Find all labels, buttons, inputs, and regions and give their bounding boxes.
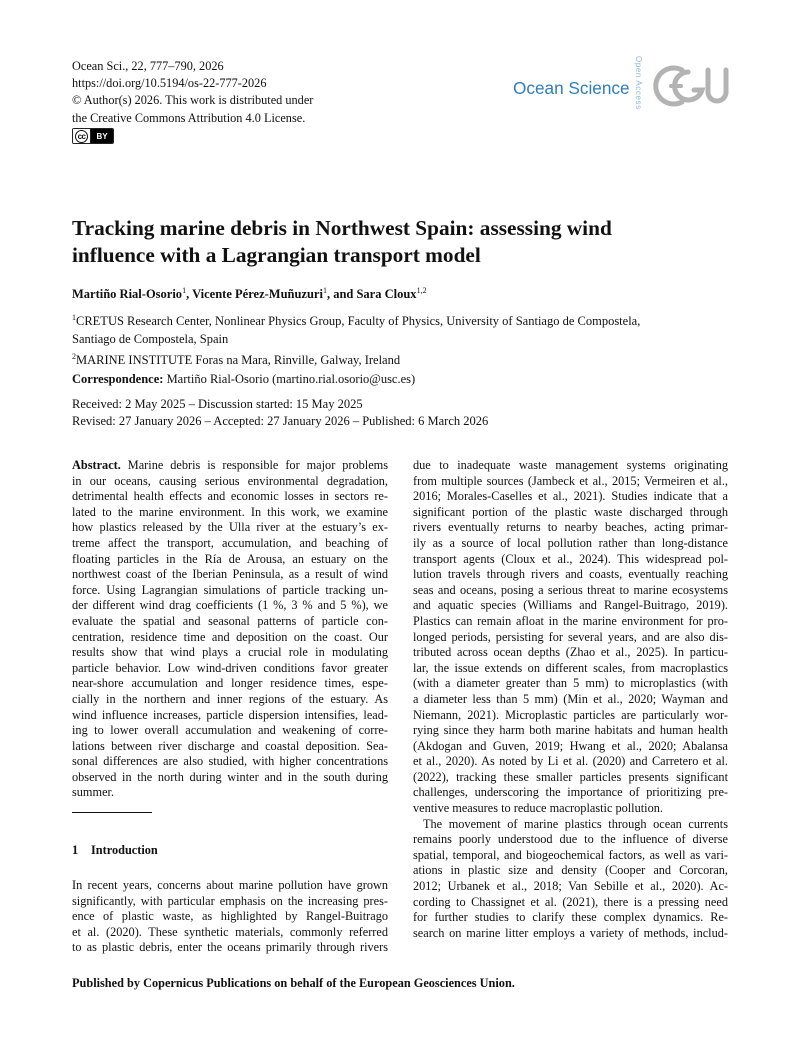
copyright-line: © Author(s) 2026. This work is distributed under <box>72 93 314 108</box>
affiliation-1: $^1$CRETUS Research Center, Nonlinear Physics Group, Faculty of Physics, University of Santiago de Compostela, <box>72 313 641 329</box>
author-name: Martiño Rial-Osorio <box>72 287 183 302</box>
citation-block <box>72 58 313 127</box>
by-icon: BY <box>96 131 108 141</box>
section-divider <box>72 812 152 813</box>
abstract-label: Abstract. <box>72 458 121 472</box>
section-heading: 1 Introduction <box>72 843 158 857</box>
author-name: Sara Cloux <box>356 287 417 302</box>
doi-link[interactable]: https://doi.org/10.5194/os-22-777-2026 <box>72 76 267 91</box>
correspondence: Correspondence: Martiño Rial-Osorio (martino.rial.osorio@usc.es) <box>72 372 416 386</box>
paper-title: Tracking marine debris in Northwest Spain: assessing wind influence with a Lagrangian transport model <box>72 216 612 267</box>
introduction-text: In recent years, concerns about marine pollution have grown significantly, with particular emphasis on the increasing pres- ence of plastic waste, as highlighted by Rangel-Buitrago et al. (2020). These synthetic materials, commonly referred to as plastic debris, enter the oceans primarily through rivers <box>72 878 388 955</box>
publication-dates: Received: 2 May 2025 – Discussion started: 15 May 2025 Revised: 27 January 2026 – Accepted: 27 January 2026 – Published: 6 March 2026 <box>72 397 489 429</box>
egu-logo <box>644 60 730 112</box>
affiliation-2: $^2$MARINE INSTITUTE Foras na Mara, Rinville, Galway, Ireland <box>72 351 401 368</box>
correspondence-email[interactable]: Martiño Rial-Osorio (martino.rial.osorio@usc.es) <box>163 372 416 386</box>
cc-by-badge[interactable] <box>72 128 114 144</box>
affiliations: $^1$CRETUS Research Center, Nonlinear Physics Group, Faculty of Physics, University of Santiago de Compostela, Santiago de Compostela, Spain $^2$MARINE INSTITUTE Foras na Mara, Rinville, Galway, Ireland <box>72 309 732 370</box>
abstract: Abstract. Marine debris is responsible for major problems in our oceans, causing serious environmental degradation, detrimental health effects and economic losses in sectors re- lated to the marine environment. In this work, we examine how plastics released by the Ulla river at the estuary’s ex- treme affect the transport, accumulation, and beaching of floating particles in the Ría de Arousa, an estuary on the northwest coast of the Iberian Peninsula, as a result of wind force. Using Lagrangian simulations of particle tracking un- der different wind drag coefficients (1 %, 3 % and 5 %), we evaluate the spatial and seasonal patterns of particle con- centration, residence time and deposition on the coast. Our results show that wind plays a crucial role in modulating particle behavior. Low wind-driven conditions favor greater near-shore accumulation and longer residence times, espe- cially in the northern and inner regions of the estuary. As wind influence increases, particle dispersion intensifies, lead- ing to lower overall accumulation and weakening of corre- lations between river discharge and coastal deposition. Sea- sonal differences are also studied, with higher concentrations observed in the north during winter and in the south during summer. <box>72 458 388 800</box>
author-name: Vicente Pérez-Muñuzuri <box>192 287 323 302</box>
body-column-right: due to inadequate waste management systems originating from multiple sources (Jambeck et al., 2015; Vermeiren et al., 2016; Morales-Caselles et al., 2021). Studies indicate that a significant portion of the plastic waste discharged through rivers eventually returns to nearby beaches, acting primar- ily as a source of local pollution rather than long-distance transport agents (Cloux et al., 2024). This widespread pol- lution travels through rivers and coasts, eventually reaching seas and oceans, posing a serious threat to marine ecosystems and aquatic species (Williams and Rangel-Buitrago, 2019). Plastics can remain afloat in the marine environment for pro- longed periods, persisting for several years, and are also dis- tributed across ocean depths (Zhao et al., 2025). In particu- lar, the issue extends on different scales, from macroplastics (with a diameter greater than 5 mm) to microplastics (with a diameter less than 5 mm) (Min et al., 2020; Wayman and Niemann, 2021). Microplastic particles are particularly wor- rying since they harm both marine habitats and human health (Akdogan and Guven, 2019; Hwang et al., 2020; Abalansa et al., 2020). As noted by Li et al. (2020) and Carretero et al. (2022), tracking these smaller particles presents significant challenges, underscoring the importance of prioritizing pre- ventive measures to reduce macroplastic pollution. The movement of marine plastics through ocean currents remains poorly understood due to the influence of diverse spatial, temporal, and biogeochemical factors, as well as vari- ations in plastic size and density (Cooper and Corcoran, 2012; Urbanek et al., 2018; Van Sebille et al., 2020). Ac- cording to Chassignet et al. (2021), there is a pressing need for further studies to clarify these complex dynamics. Re- search on marine litter employs a variety of methods, includ- <box>413 458 728 940</box>
author-list: Martiño Rial-Osorio$^1$, Vicente Pérez-Muñuzuri$^1$, and Sara Cloux$^{1,2}$ <box>72 286 427 302</box>
journal-name: Ocean Science <box>513 78 630 98</box>
citation: Ocean Sci., 22, 777–790, 2026 <box>72 59 224 73</box>
open-access-label: Open Access <box>634 56 643 110</box>
publisher-footer: Published by Copernicus Publications on behalf of the European Geosciences Union. <box>72 976 515 990</box>
cc-icon: cc <box>75 130 88 143</box>
license-line: the Creative Commons Attribution 4.0 License. <box>72 110 306 125</box>
